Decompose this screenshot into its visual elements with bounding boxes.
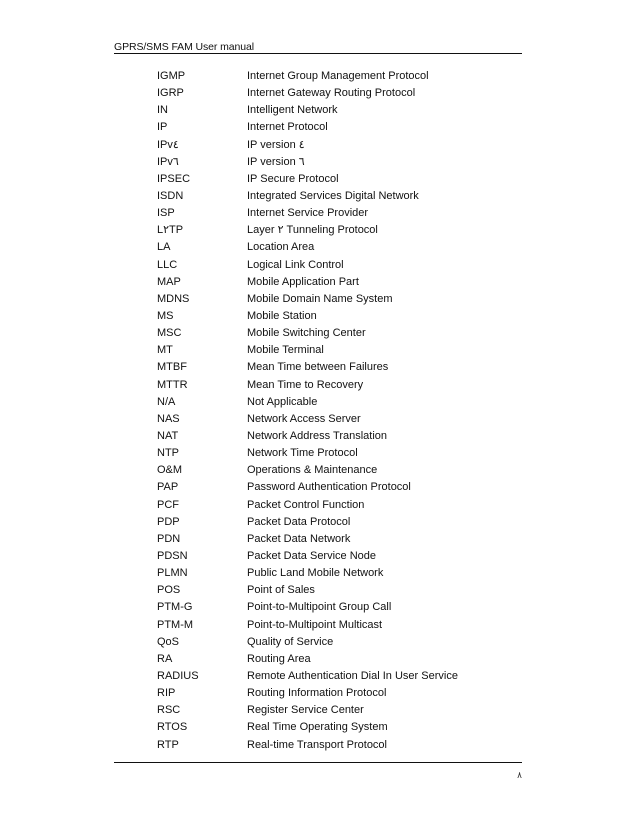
glossary-row [157, 702, 497, 719]
abbreviation-term: RA [157, 652, 173, 665]
glossary-row [157, 102, 497, 119]
glossary-row [157, 445, 497, 462]
abbreviation-term: QoS [157, 635, 180, 648]
abbreviation-term: NAS [157, 412, 180, 425]
abbreviation-definition: Register Service Center [247, 704, 364, 717]
abbreviation-definition: Location Area [247, 241, 315, 254]
abbreviation-term: MAP [157, 275, 181, 288]
abbreviation-definition: IP version ٤ [247, 138, 305, 151]
abbreviation-definition: Remote Authentication Dial In User Service [247, 669, 458, 682]
glossary-row [157, 257, 497, 274]
abbreviation-term: NAT [157, 430, 179, 443]
abbreviation-term: NTP [157, 447, 179, 460]
abbreviation-definition: Internet Gateway Routing Protocol [247, 87, 416, 100]
abbreviation-term: RIP [157, 687, 176, 700]
abbreviation-term: IGRP [157, 87, 184, 100]
glossary-row [157, 239, 497, 256]
abbreviation-term: IP [157, 121, 168, 134]
header-divider [114, 53, 522, 54]
glossary-row [157, 394, 497, 411]
abbreviation-term: PAP [157, 481, 179, 494]
abbreviation-term: PTM-G [157, 601, 193, 614]
glossary-row [157, 171, 497, 188]
abbreviation-definition: Routing Area [247, 652, 311, 665]
abbreviation-term: PDP [157, 515, 180, 528]
abbreviation-term: IPSEC [157, 172, 191, 185]
footer-divider [114, 762, 522, 763]
abbreviation-term: PCF [157, 498, 179, 511]
glossary-row [157, 308, 497, 325]
glossary-row [157, 582, 497, 599]
abbreviation-term: O&M [157, 464, 183, 477]
abbreviation-definition: IP Secure Protocol [247, 172, 339, 185]
abbreviation-definition: Internet Service Provider [247, 207, 369, 220]
abbreviation-definition: Network Access Server [247, 412, 361, 425]
glossary-row [157, 359, 497, 376]
glossary-row [157, 651, 497, 668]
abbreviation-term: LLC [157, 258, 178, 271]
abbreviation-term: PDN [157, 532, 181, 545]
abbreviation-definition: Layer ٢ Tunneling Protocol [247, 224, 378, 237]
glossary-row [157, 291, 497, 308]
abbreviation-definition: Mobile Switching Center [247, 327, 366, 340]
abbreviation-definition: Packet Data Network [247, 532, 351, 545]
abbreviation-term: RTOS [157, 721, 188, 734]
abbreviation-term: L٢TP [157, 224, 184, 237]
glossary-row [157, 565, 497, 582]
glossary-row [157, 514, 497, 531]
glossary-row [157, 411, 497, 428]
document-header-title: GPRS/SMS FAM User manual [114, 41, 254, 53]
abbreviation-definition: Not Applicable [247, 395, 318, 408]
abbreviation-term: MT [157, 344, 173, 357]
glossary-row [157, 462, 497, 479]
abbreviation-term: RSC [157, 704, 181, 717]
abbreviations-list [157, 68, 497, 754]
abbreviation-definition: Mobile Station [247, 310, 317, 323]
abbreviation-definition: Real Time Operating System [247, 721, 388, 734]
abbreviation-definition: Mobile Domain Name System [247, 292, 393, 305]
abbreviation-term: IPv٤ [157, 138, 179, 151]
abbreviation-definition: Point of Sales [247, 584, 315, 597]
glossary-row [157, 497, 497, 514]
abbreviation-definition: Mobile Terminal [247, 344, 324, 357]
abbreviation-definition: IP version ٦ [247, 155, 305, 168]
abbreviation-definition: Internet Group Management Protocol [247, 70, 429, 83]
abbreviation-definition: Network Address Translation [247, 430, 388, 443]
abbreviation-definition: Packet Data Protocol [247, 515, 351, 528]
abbreviation-definition: Operations & Maintenance [247, 464, 378, 477]
abbreviation-term: PDSN [157, 550, 188, 562]
glossary-row [157, 342, 497, 359]
glossary-row [157, 617, 497, 634]
abbreviation-term: ISP [157, 207, 175, 220]
abbreviation-definition: Integrated Services Digital Network [247, 190, 419, 203]
abbreviation-term: IN [157, 104, 168, 117]
abbreviation-term: N/A [157, 395, 176, 408]
abbreviation-term: ISDN [157, 190, 184, 203]
glossary-row [157, 668, 497, 685]
glossary-row [157, 325, 497, 342]
abbreviation-definition: Internet Protocol [247, 121, 328, 134]
glossary-row [157, 222, 497, 239]
abbreviation-definition: Password Authentication Protocol [247, 481, 411, 494]
glossary-row [157, 548, 497, 565]
glossary-row [157, 685, 497, 702]
abbreviation-definition: Mobile Application Part [247, 275, 359, 288]
glossary-row [157, 428, 497, 445]
abbreviation-term: MTBF [157, 361, 187, 374]
abbreviation-term: LA [157, 241, 171, 254]
abbreviation-definition: Mean Time to Recovery [247, 378, 364, 391]
abbreviation-term: RTP [157, 738, 179, 751]
glossary-row [157, 68, 497, 85]
glossary-row [157, 119, 497, 136]
abbreviation-term: PLMN [157, 567, 188, 580]
abbreviation-term: MS [157, 310, 174, 323]
abbreviation-definition: Network Time Protocol [247, 447, 358, 460]
abbreviation-term: PTM-M [157, 618, 194, 631]
page-number: ٨ [517, 770, 522, 780]
abbreviation-term: MTTR [157, 378, 188, 391]
glossary-row [157, 634, 497, 651]
abbreviation-definition: Point-to-Multipoint Group Call [247, 601, 392, 614]
glossary-row [157, 274, 497, 291]
glossary-row [157, 719, 497, 736]
glossary-row [157, 599, 497, 616]
abbreviation-term: IPv٦ [157, 155, 179, 168]
glossary-row [157, 736, 497, 753]
abbreviation-definition: Real-time Transport Protocol [247, 738, 387, 751]
glossary-row [157, 154, 497, 171]
glossary-row [157, 479, 497, 496]
abbreviation-term: MSC [157, 327, 182, 340]
glossary-row [157, 377, 497, 394]
glossary-row [157, 137, 497, 154]
glossary-row [157, 85, 497, 102]
abbreviation-definition: Logical Link Control [247, 258, 344, 271]
glossary-row [157, 205, 497, 222]
abbreviation-definition: Routing Information Protocol [247, 687, 387, 700]
glossary-row [157, 188, 497, 205]
abbreviation-term: IGMP [157, 70, 186, 83]
abbreviation-definition: Mean Time between Failures [247, 361, 389, 374]
abbreviation-term: POS [157, 584, 181, 597]
abbreviation-term: MDNS [157, 292, 190, 305]
abbreviation-definition: Point-to-Multipoint Multicast [247, 618, 383, 631]
abbreviation-definition: Packet Control Function [247, 498, 365, 511]
abbreviation-term: RADIUS [157, 669, 199, 682]
abbreviation-definition: Intelligent Network [247, 104, 338, 117]
abbreviation-definition: Quality of Service [247, 635, 334, 648]
glossary-row [157, 531, 497, 548]
abbreviation-definition: Packet Data Service Node [247, 550, 377, 562]
abbreviation-definition: Public Land Mobile Network [247, 567, 384, 580]
